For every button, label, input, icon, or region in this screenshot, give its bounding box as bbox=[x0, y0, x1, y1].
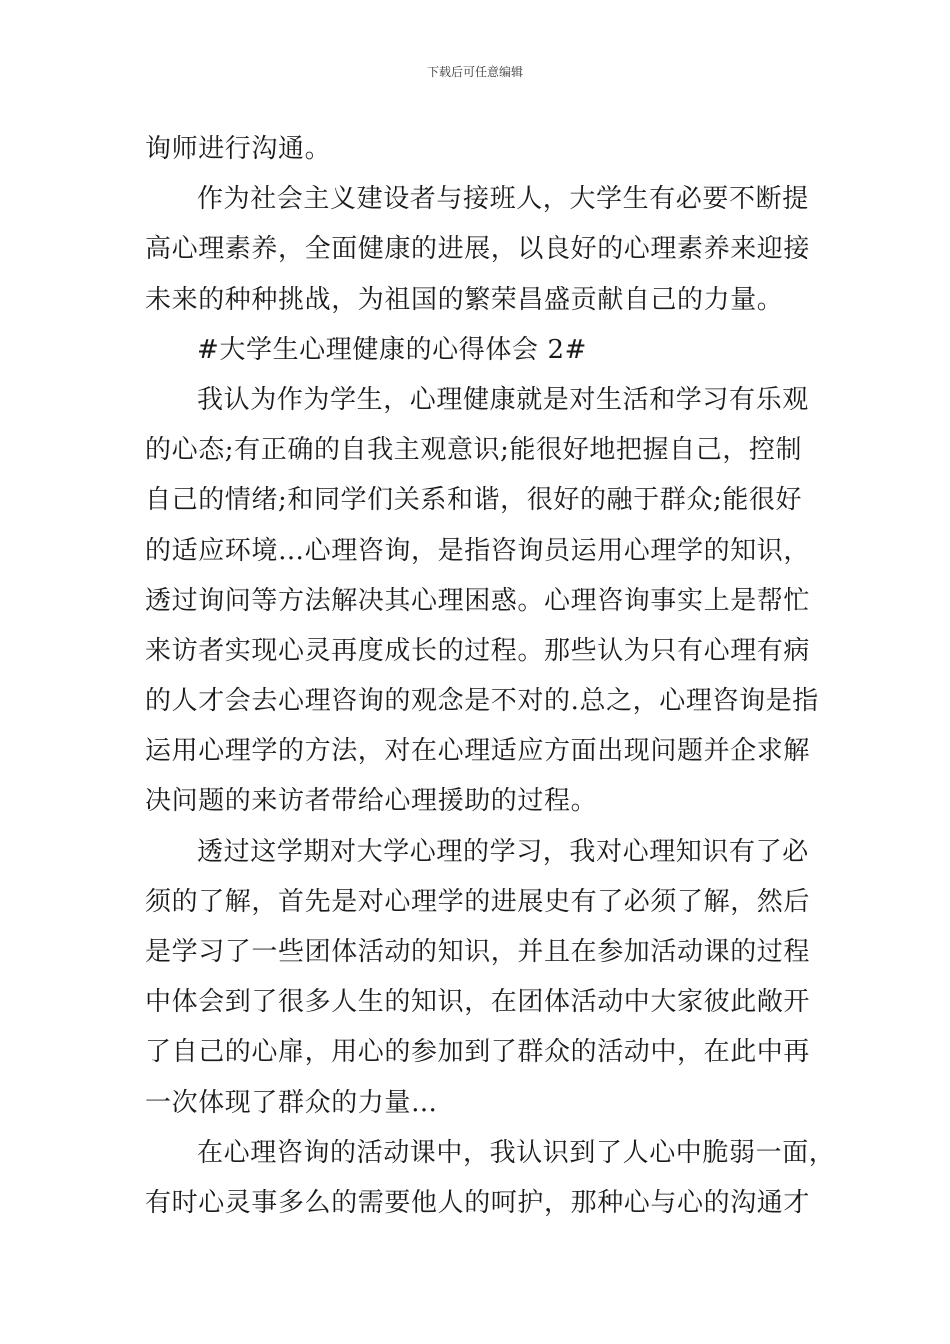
text-line: 未来的种种挑战，为祖国的繁荣昌盛贡献自己的力量。 bbox=[145, 284, 784, 315]
text-line: 决问题的来访者带给心理援助的过程。 bbox=[145, 786, 598, 817]
text-line: 来访者实现心灵再度成长的过程。那些认为只有心理有病 bbox=[145, 635, 811, 666]
page-header: 下载后可任意编辑 bbox=[426, 65, 523, 79]
text-line: 了自己的心扉，用心的参加到了群众的活动中，在此中再 bbox=[145, 1037, 811, 1068]
text-line: 透过询问等方法解决其心理困惑。心理咨询事实上是帮忙 bbox=[145, 585, 811, 616]
text-line: 须的了解，首先是对心理学的进展史有了必须了解，然后 bbox=[145, 886, 811, 917]
text-line: 是学习了一些团体活动的知识，并且在参加活动课的过程 bbox=[145, 937, 811, 967]
paragraph-start-line: 我认为作为学生，心理健康就是对生活和学习有乐观 bbox=[197, 384, 809, 415]
text-line: 高心理素养，全面健康的进展，以良好的心理素养来迎接 bbox=[145, 234, 811, 265]
text-line: 的人才会去心理咨询的观念是不对的.总之，心理咨询是指 bbox=[145, 686, 819, 717]
paragraph-start-line: 在心理咨询的活动课中，我认识到了人心中脆弱一面， bbox=[197, 1137, 836, 1168]
text-line: 的适应环境…心理咨询，是指咨询员运用心理学的知识， bbox=[145, 535, 811, 566]
text-line: 中体会到了很多人生的知识，在团体活动中大家彼此敞开 bbox=[145, 987, 811, 1018]
text-line: 自己的情绪;和同学们关系和谐，很好的融于群众;能很好 bbox=[145, 485, 803, 516]
text-line: 询师进行沟通。 bbox=[145, 134, 332, 164]
text-line: 的心态;有正确的自我主观意识;能很好地把握自己，控制 bbox=[145, 435, 803, 466]
section-heading: #大学生心理健康的心得体会 2# bbox=[197, 334, 587, 365]
paragraph-start-line: 作为社会主义建设者与接班人，大学生有必要不断提 bbox=[197, 184, 809, 215]
paragraph-start-line: 透过这学期对大学心理的学习，我对心理知识有了必 bbox=[197, 836, 809, 867]
text-line: 运用心理学的方法，对在心理适应方面出现问题并企求解 bbox=[145, 736, 811, 767]
text-line: 有时心灵事多么的需要他人的呵护，那种心与心的沟通才 bbox=[145, 1187, 811, 1218]
text-line: 一次体现了群众的力量… bbox=[145, 1087, 438, 1118]
document-body bbox=[145, 124, 836, 1228]
